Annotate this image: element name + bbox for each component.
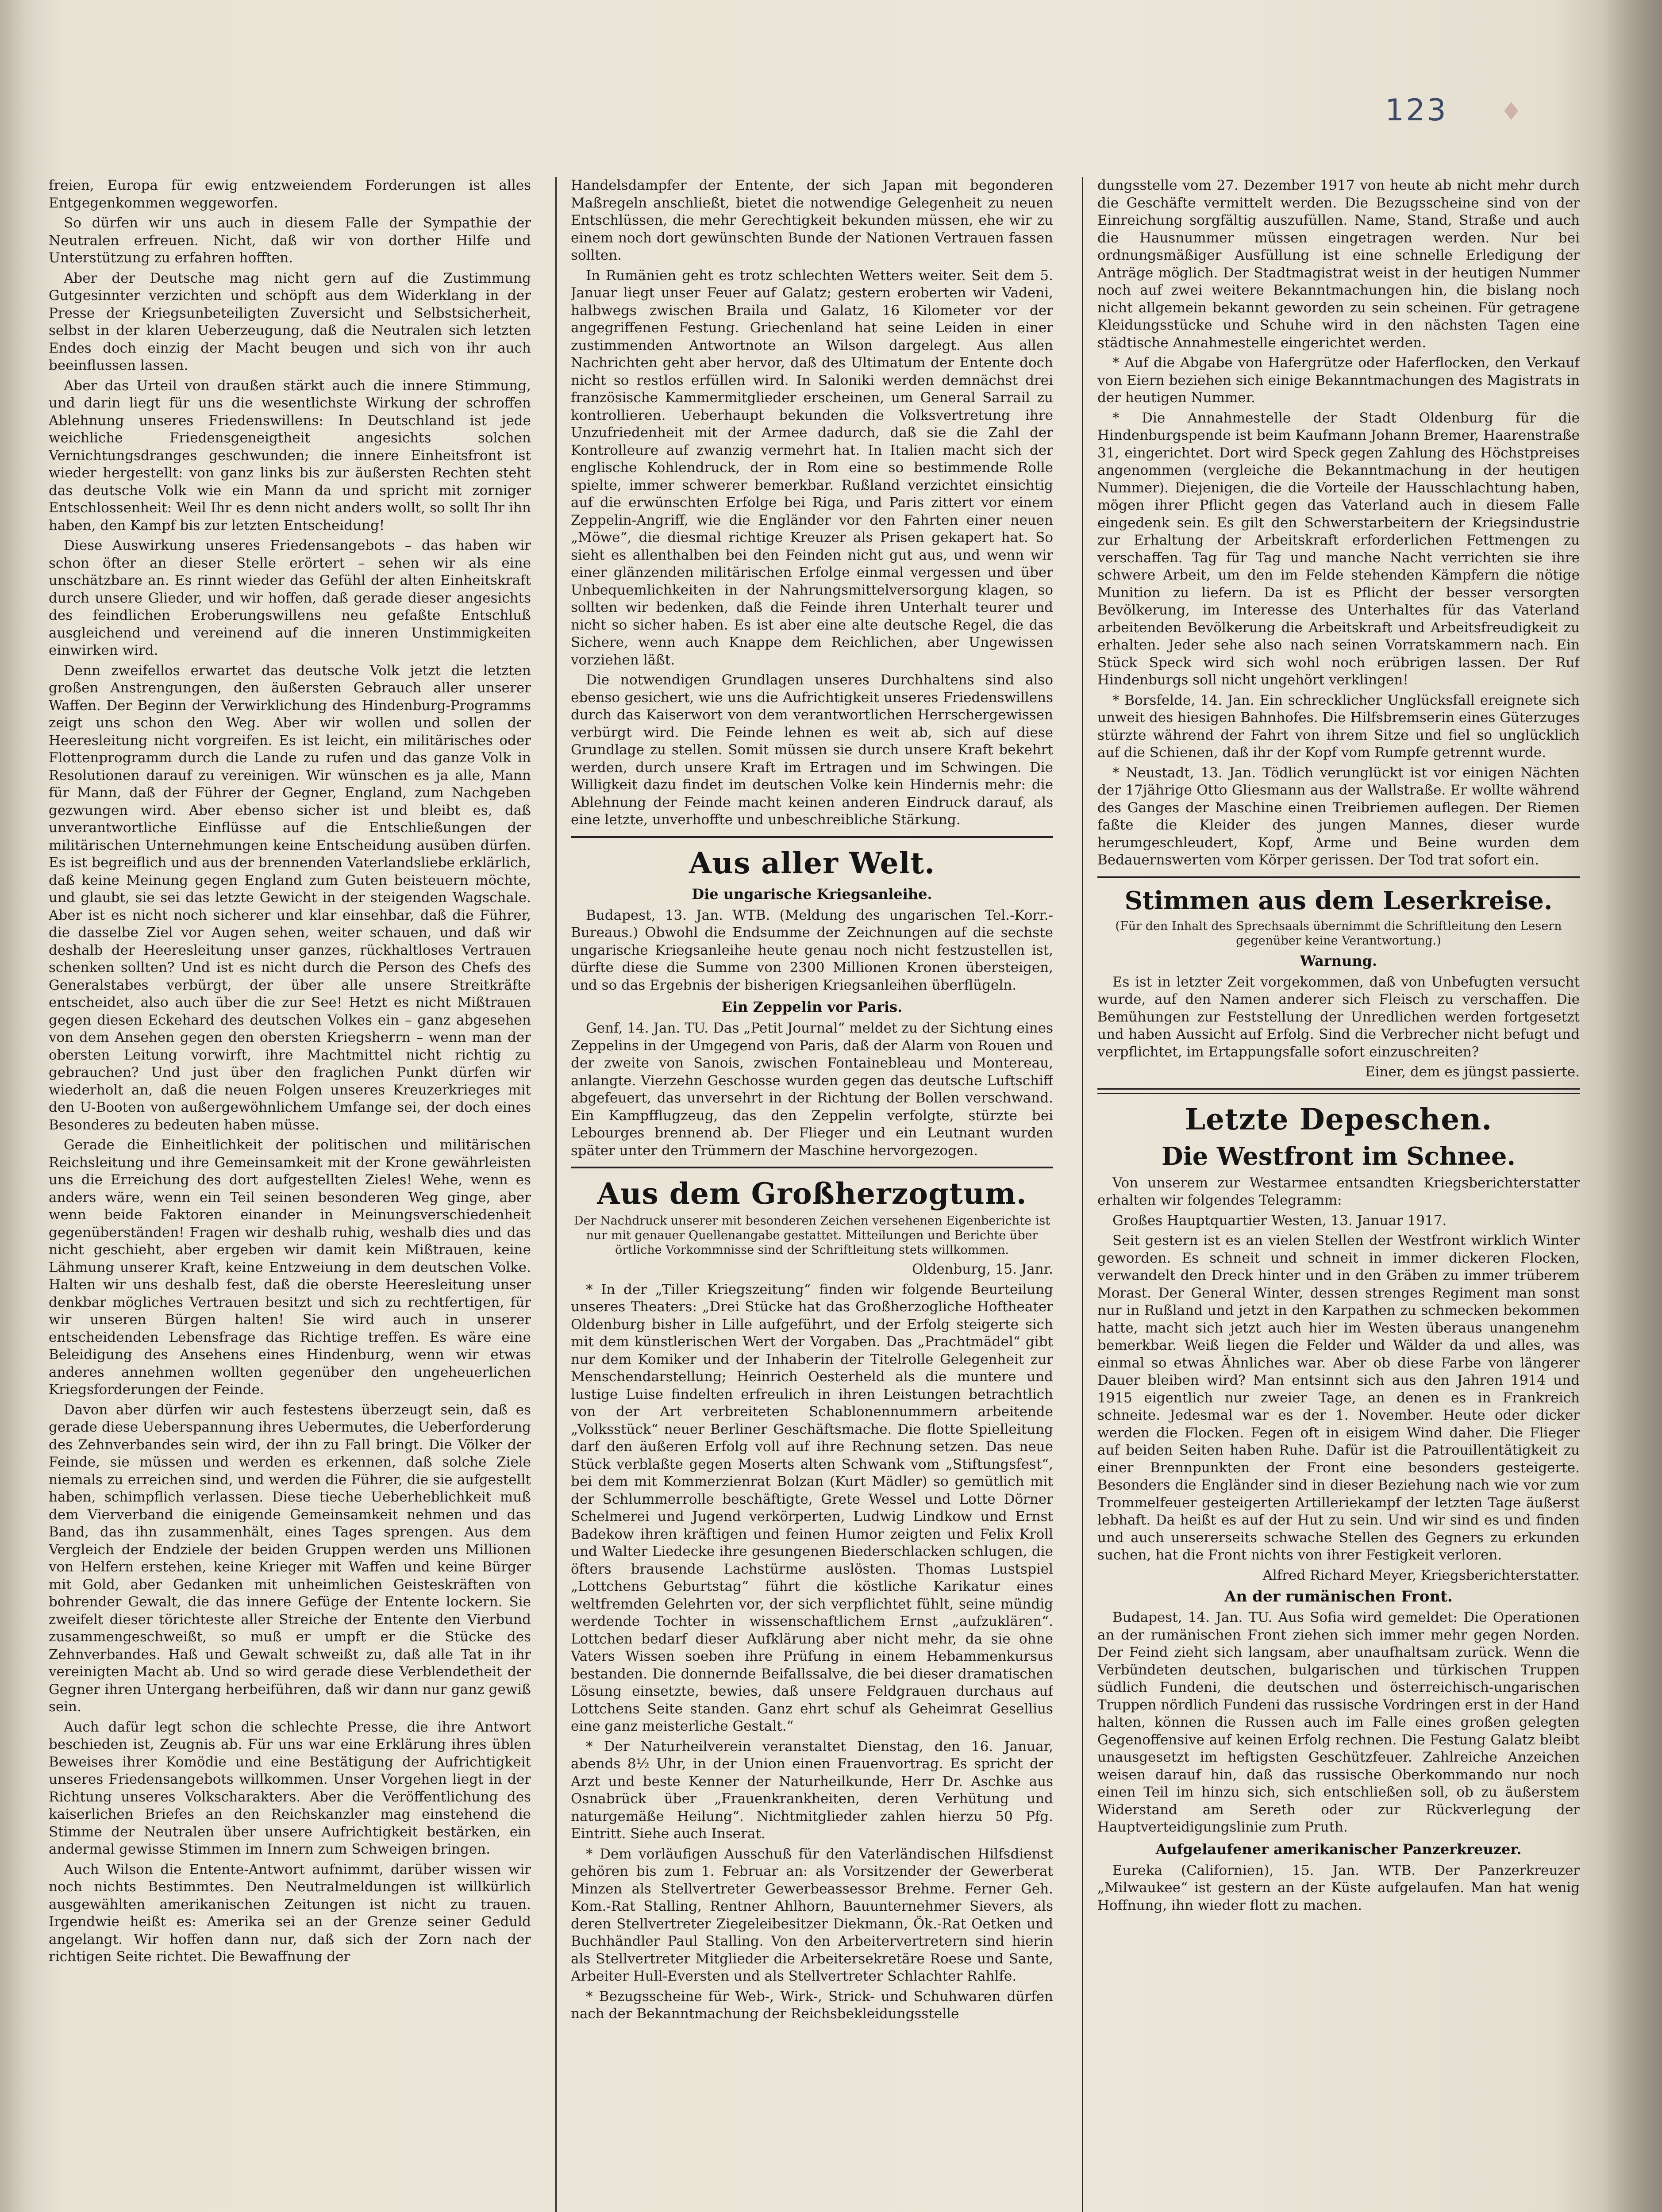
article-subheading: Aufgelaufener amerikanischer Panzerkreuzer. bbox=[1155, 1840, 1522, 1858]
paragraph: Seit gestern ist es an vielen Stellen der Westfront wirklich Winter geworden. Es schneit und schneit in immer dickeren Flocken, verwandelt den Dreck hinter und in den Gräben zu immer trüberem Morast. Der General Winter, dessen strenges Regiment man sonst nur in Rußland und jetzt in den Karpathen zu schmecken bekommen hatte, macht sich jetzt auch hier im Westen überaus unangenehm bemerkbar. Weiß liegen die Felder und Wälder da und alles, was einmal so etwas Ähnliches war. Aber ob diese Farbe von längerer Dauer bleiben wird? Man entsinnt sich aus den Jahren 1914 und 1915 eigentlich nur zweier Tage, an denen es in Frankreich schneite. Jedesmal war es der 1. November. Heute oder dicker werden die Flocken. Fegen oft in eisigem Wind daher. Die Flieger auf beiden Seiten haben Ruhe. Dafür ist die Patrouillentätigkeit zu einer Brennpunkten der Front eine besonders gesteigerte. Besonders die Engländer sind in dieser Beziehung nach wie vor zum Trommelfeuer gesteigerten Artilleriekampf der letzten Tage äußerst lebhaft. Da heißt es auf der Hut zu sein. Und wir sind es und finden und auch unsererseits schwache Stellen des Gegners zu erkunden suchen, hat die Front nichts von ihrer Festigkeit verloren. bbox=[1097, 1233, 1580, 1563]
paragraph: * In der „Tiller Kriegszeitung“ finden wir folgende Beurteilung unseres Theaters: „Drei Stücke hat das Großherzogliche Hoftheater Oldenburg bisher in Lille aufgeführt, und der Erfolg steigerte sich mit dem künstlerischen Wert der Vorgaben. Das „Prachtmädel“ gibt nur dem Komiker und der Inhaberin der Titelrolle Gelegenheit zur Menschendarstellung; Heinrich Oesterheld als die muntere und lustige Luise findelten erfreulich in ihren Leistungen betrachtlich von der Art verbreiteten Schablonennummern arbeitende „Volksstück“ neuer Berliner Geschäftsmache. Die flotte Spielleitung darf den äußeren Erfolg voll auf ihre Rechnung setzen. Das neue Stück verblaßte gegen Moserts alten Schwank vom „Stiftungsfest“, bei dem mit Kommerzienrat Bolzan (Kurt Mädler) so gemütlich mit der Schlummerrolle beschäftigte, Grete Wessel und Lotte Dörner Schelmerei und Jugend verkörperten, Ludwig Lindkow und Ernst Badekow ihren kräftigen und feinen Humor zeigten und Felix Kroll und Walter Liedecke ihre gesungenen Biederschlacken schlugen, die öfters brausende Lachstürme auslösten. Thomas Lustspiel „Lottchens Geburtstag“ führt die köstliche Karikatur eines weltfremden Gelehrten vor, der sich verpflichtet fühlt, seine mündig werdende Tochter in wissenschaftlichem Ernst „aufzuklären“. Lottchen bedarf dieser Aufklärung aber nicht mehr, da sie ohne Vaters Wissen soeben ihre Prüfung in einem Hebammenkursus bestanden. Die donnernde Beifallssalve, die bei dieser dramatischen Lösung einsetzte, bewies, daß unsere Feldgrauen durchaus auf Lottchens Seite standen. Ganz ehrt schuf als Geheimrat Gesellius eine ganz meisterliche Gestalt.“ bbox=[571, 1281, 1053, 1734]
paragraph: Gerade die Einheitlichkeit der politischen und militärischen Reichsleitung und ihre Gemeinsamkeit mit der Krone gewährleisten uns die Erreichung des dort aufgestellten Zieles! Wehe, wenn es anders wäre, wenn ein Teil seinen besonderen Weg ginge, aber wenn beide Faktoren einander in Meinungsverschiedenheit gegenüberständen! Fragen wir deshalb ruhig, weshalb dies und das nicht geschieht, aber ergeben wir damit kein Mißtrauen, keine Lähmung unserer Kraft, keine Entzweiung in dem deutschen Volke. Halten wir uns deshalb fest, daß die oberste Heeresleitung unser denkbar mögliches Vertrauen besitzt und sich zu rechtfertigen, für wir unseren Bürgen halten! Sie wird auch in unserer entscheidenden Lebensfrage das Richtige treffen. Es wäre eine Beleidigung des Ansehens eines Hindenburg, wenn wir etwas anderes annehmen wollten gegenüber den ungeheuerlichen Kriegsforderungen der Feinde. bbox=[49, 1137, 531, 1398]
paragraph: * Dem vorläufigen Ausschuß für den Vaterländischen Hilfsdienst gehören bis zum 1. Februar an: als Vorsitzender der Gewerberat Minzen als Stellvertreter Gewerbeassessor Brehme. Ferner Geh. Kom.-Rat Stalling, Rentner Ahlhorn, Bauunternehmer Sievers, als deren Stellvertreter Ziegeleibesitzer Diekmann, Ök.-Rat Oetken und Buchhändler Paul Stalling. Von den Arbeitervertretern sind hierin als Stellvertreter Mitglieder die Arbeitersekretäre Roese und Sante, Arbeiter Hull-Eversten und als Stellvertreter Schlachter Rahlfe. bbox=[571, 1846, 1053, 1984]
article-subheading: Warnung. bbox=[1300, 952, 1377, 969]
paragraph: * Die Annahmestelle der Stadt Oldenburg für die Hindenburgspende ist beim Kaufmann Johann Bremer, Haarenstraße 31, eingerichtet. Dort wird Speck gegen Zahlung des Höchstpreises angenommen (vergleiche die Bekanntmachung in der heutigen Nummer). Diejenigen, die die Vorteile der Hausschlachtung haben, mögen ihrer Pflicht gegen das Vaterland auch in diesem Falle eingedenk sein. Es gilt den Schwerstarbeitern der Kriegsindustrie zur Erhaltung der Arbeitskraft erforderlichen Fettmengen zu verschaffen. Tag für Tag und manche Nacht verrichten sie ihre schwere Arbeit, um den im Felde stehenden Kämpfern die nötige Munition zu liefern. Da ist es Pflicht der besser versorgten Bevölkerung, im Interesse des Unterhaltes für das Vaterland arbeitenden Bevölkerung die Arbeitskraft und Arbeitsfreudigkeit zu erhalten. Jeder sehe also nach seinen Vorratskammern nach. Ein Stück Speck wird sich wohl noch erübrigen lassen. Der Ruf Hindenburgs soll nicht ungehört verklingen! bbox=[1097, 410, 1580, 688]
section-title-stimmen: Stimmen aus dem Leserkreise. bbox=[1124, 886, 1553, 915]
section-title-aus-aller-welt: Aus aller Welt. bbox=[689, 845, 935, 880]
ink-stamp-mark: ♦ bbox=[1500, 97, 1523, 126]
paragraph: * Der Naturheilverein veranstaltet Dienstag, den 16. Januar, abends 8½ Uhr, in der Union einen Frauenvortrag. Es spricht der Arzt und beste Kenner der Naturheilkunde, Herr Dr. Aschke aus Osnabrück über „Frauenkrankheiten, deren Verhütung und naturgemäße Heilung“. Nichtmitglieder zahlen hierzu 50 Pfg. Eintritt. Siehe auch Inserat. bbox=[571, 1738, 1053, 1842]
signature: Einer, dem es jüngst passierte. bbox=[1365, 1064, 1580, 1080]
dateline: Großes Hauptquartier Westen, 13. Januar 1917. bbox=[1112, 1212, 1447, 1229]
paragraph: Aber das Urteil von draußen stärkt auch die innere Stimmung, und darin liegt für uns die wesentlichste Wirkung der schroffen Ablehnung unseres Friedenswillens: In Deutschland ist jede weichliche Friedensgeneigtheit angesichts solchen Vernichtungsdranges geschwunden; die innere Einheitsfront ist wieder hergestellt: von ganz links bis zur äußersten Rechten steht das deutsche Volk wie ein Mann da und spricht mit zorniger Entschlossenheit: Weil Ihr es denn nicht anders wollt, so sollt Ihr ihn haben, den Kampf bis zur letzten Entscheidung! bbox=[49, 377, 531, 534]
column-rule-2 bbox=[1082, 177, 1083, 2212]
dateline: Oldenburg, 15. Janr. bbox=[912, 1261, 1053, 1277]
paragraph: * Borsfelde, 14. Jan. Ein schrecklicher Unglücksfall ereignete sich unweit des hiesigen Bahnhofes. Die Hilfsbremserin eines Güterzuges stürzte während der Fahrt von ihrem Sitze und fiel so unglücklich auf die Schienen, daß ihr der Kopf vom Rumpfe getrennt wurde. bbox=[1097, 692, 1580, 760]
section-divider bbox=[571, 836, 1053, 838]
paragraph: * Auf die Abgabe von Hafergrütze oder Haferflocken, den Verkauf von Eiern beziehen sich einige Bekanntmachungen des Magistrats in der heutigen Nummer. bbox=[1097, 355, 1580, 406]
article-subheading: An der rumänischen Front. bbox=[1224, 1588, 1453, 1605]
paragraph: So dürfen wir uns auch in diesem Falle der Sympathie der Neutralen erfreuen. Nicht, daß wir von dorther Hilfe und Unterstützung zu erfahren hofften. bbox=[49, 215, 531, 266]
column-2 bbox=[571, 177, 1053, 2212]
paragraph: Handelsdampfer der Entente, der sich Japan mit begonderen Maßregeln anschließt, bietet die notwendige Gelegenheit zu neuen Entschlüssen, die mehr Gerechtigkeit bekunden müssen, ehe wir zu einem noch dort gewünschten Bunde der Nationen Vertrauen fassen sollten. bbox=[571, 177, 1053, 263]
article-headline: Die Westfront im Schnee. bbox=[1161, 1141, 1516, 1171]
signature: Alfred Richard Meyer, Kriegsberichterstatter. bbox=[1262, 1567, 1580, 1583]
paragraph: Davon aber dürfen wir auch festestens überzeugt sein, daß es gerade diese Ueberspannung ihres Uebermutes, die Ueberforderung des Zehnverbandes sein wird, der ihn zu Fall bringt. Die Völker der Feinde, sie müssen und werden es erkennen, daß solche Ziele niemals zu erreichen sind, und werden die Führer, die sie aufgestellt haben, schimpflich verlassen. Diese tieche Ueberheblichkeit muß dem Vierverband die einigende Gemeinsamkeit nehmen und das Band, das ihn zusammenhält, eines Tages sprengen. Aus dem Vergleich der Endziele der beiden Gruppen werden uns Millionen von Helfern erstehen, keine Krieger mit Waffen und keine Bürger mit Gold, aber Gedanken mit unheimlichen Geisteskräften von bohrender Gewalt, die das innere Gefüge der Entente lockern. Sie zweifelt dieser törichteste aller Streiche der Entente den Vierbund zusammengeschweißt, so muß er umpft er die Stücke des Zehnverbandes. Haß und Gewalt schweißt zu, daß alle Tat in ihr vereinigten Macht ab. Und so wird gerade diese Verblendetheit der Gegner ihren Untergang herbeiführen, daß wir dann nur ganz gewiß sein. bbox=[49, 1402, 531, 1715]
reprint-note: Der Nachdruck unserer mit besonderen Zeichen versehenen Eigenberichte ist nur mit genauer Quellenangabe gestattet. Mitteilungen und Berichte über örtliche Vorkommnisse sind der Schriftleitung stets willkommen. bbox=[573, 1214, 1050, 1257]
paragraph: Es ist in letzter Zeit vorgekommen, daß von Unbefugten versucht wurde, auf den Namen anderer sich Fleisch zu verschaffen. Die Bemühungen zur Feststellung der Unredlichen werden fortgesetzt und haben Aussicht auf Erfolg. Sind die Verbrecher nicht befugt und verpflichtet, im Ertappungsfalle sofort einzuschreiten? bbox=[1097, 974, 1580, 1060]
section-divider bbox=[571, 1167, 1053, 1168]
paragraph: Auch Wilson die Entente-Antwort aufnimmt, darüber wissen wir noch nichts Bestimmtes. Den Neutralmeldungen ist willkürlich ausgewählten amerikanischen Zeitungen ist nicht zu trauen. Irgendwie heißt es: Amerika sei an der Grenze seiner Geduld angelangt. Wir hoffen dann nur, daß sich der Zorn nach der richtigen Seite richtet. Die Bewaffnung der bbox=[49, 1861, 531, 1965]
column-3 bbox=[1097, 177, 1580, 2212]
newspaper-page bbox=[35, 31, 1602, 2212]
paragraph: Denn zweifellos erwartet das deutsche Volk jetzt die letzten großen Anstrengungen, den äußersten Gebrauch aller unserer Waffen. Der Beginn der Verwirklichung des Hindenburg-Programms zeigt uns schon den Weg. Aber wir wollen und sollen der Heeresleitung nicht vorgreifen. Es ist leicht, ein militärisches oder Flottenprogramm durch die Lande zu rufen und das ganze Volk in Resolutionen darauf zu vereinigen. Wir wünschen es ja alle, Mann für Mann, daß der Führer der Gegner, England, zum Nachgeben gezwungen wird. Aber ebenso sicher ist und bleibt es, daß unverantwortliche Einflüsse auf die Entschließungen der militärischen Unternehmungen keine Entscheidung ausüben dürfen. Es ist begreiflich und aus der brennenden Vaterlandsliebe erklärlich, daß keine Meinung gegen England zum Guten beisteuern möchte, und glaubt, sie sei das letzte Gewicht in der steigenden Wagschale. Aber ist es nicht noch sicherer und klar einsehbar, daß die Führer, die dasselbe Ziel vor Augen sehen, weiter schauen, und daß wir deshalb der Heeresleitung unser ganzes, rückhaltloses Vertrauen schenken sollten? Und ist es nicht durch die Person des Chefs des Generalstabes verbürgt, der über alle unsere Streitkräfte entscheidet, also auch über die zur See! Hetzt es nicht Mißtrauen gegen diesen Eckehard des deutschen Volkes ein – ganz abgesehen von dem Ansehen gegen den obersten Kriegsherrn – wenn man der obersten Leitung vorwirft, ihre Machtmittel nicht richtig zu gebrauchen? Und just über den fraglichen Punkt dürfen wir wiederholt an, daß die neuen Folgen unseres Kreuzerkrieges mit den U-Booten von außergewöhnlichem Umfange sei, der doch eines Besonderes zu bedeuten haben müsse. bbox=[49, 662, 531, 1133]
section-title-grossherzogtum: Aus dem Großherzogtum. bbox=[597, 1176, 1027, 1211]
disclaimer-note: (Für den Inhalt des Sprechsaals übernimmt die Schriftleitung den Lesern gegenüber keine Verantwortung.) bbox=[1115, 919, 1562, 948]
column-1 bbox=[49, 177, 531, 2212]
paragraph: In Rumänien geht es trotz schlechten Wetters weiter. Seit dem 5. Januar liegt unser Feuer auf Galatz; gestern eroberten wir Vadeni, halbwegs zwischen Braila und Galatz, 16 Kilometer vor der angegriffenen Festung. Griechenland hat seine Leiden in einer zustimmenden Antwortnote an Wilson dargelegt. Aus allen Nachrichten geht aber hervor, daß des Ultimatum der Entente doch nicht so restlos erfüllen wird. In Saloniki werden demnächst drei französische Kammermitglieder erscheinen, um General Sarrail zu kontrollieren. Ueberhaupt bekunden die Volksvertretung ihre Unzufriedenheit mit der Armee dadurch, daß sie die Zahl der Kontrolleure auf zwanzig vermehrt hat. In Italien macht sich der englische Kohlendruck, der in Rom eine so bestimmende Rolle spielte, immer schwerer bemerkbar. Rußland verzichtet einsichtig auf die erwünschten Erfolge bei Riga, und Paris zittert vor einem Zeppelin-Angriff, wie die Engländer vor den Fahrten einer neuen „Möwe“, die diesmal richtige Kreuzer als Prisen gekapert hat. So sieht es allenthalben bei den Feinden nicht gut aus, und wenn wir einer glänzenden militärischen Erfolge einmal vergessen und über Unbequemlichkeiten in der Nahrungsmittelversorgung klagen, so sollten wir bedenken, daß die Feinde ihren Unterhalt teurer und nicht so sicher haben. Es ist aber eine alte deutsche Regel, die das Sichere, wenn auch Knappe dem Reichlichen, aber Ungewissen vorziehen läßt. bbox=[571, 267, 1053, 668]
paragraph: Aber der Deutsche mag nicht gern auf die Zustimmung Gutgesinnter verzichten und schöpft aus dem Widerklang in der Presse der Kriegsunbeteiligten Zuversicht und Selbstsicherheit, selbst in der klaren Ueberzeugung, daß die Neutralen sich letzten Endes doch einzig der Macht beugen und sich von ihr auch beeinflussen lassen. bbox=[49, 270, 531, 373]
paragraph: dungsstelle vom 27. Dezember 1917 von heute ab nicht mehr durch die Geschäfte vermittelt werden. Die Bezugsscheine sind von der Einreichung sorgfältig auszufüllen. Name, Stand, Straße und auch die Hausnummer müssen eingetragen werden. Nur bei ordnungsmäßiger Ausfüllung ist eine schnelle Erledigung der Anträge möglich. Der Stadtmagistrat weist in der heutigen Nummer noch auf zwei weitere Bekanntmachungen hin, die bislang noch nicht allgemein bekannt geworden zu sein scheinen. Für getragene Kleidungsstücke und Schuhe wird in den nächsten Tagen eine städtische Annahmestelle eingerichtet werden. bbox=[1097, 177, 1580, 351]
section-divider-double bbox=[1097, 1088, 1580, 1094]
paragraph: freien, Europa für ewig entzweiendem Forderungen ist alles Entgegenkommen weggeworfen. bbox=[49, 177, 531, 211]
paragraph: Budapest, 14. Jan. TU. Aus Sofia wird gemeldet: Die Operationen an der rumänischen Front ziehen sich immer mehr gegen Norden. Der Feind zieht sich langsam, aber unaufhaltsam zurück. Wenn die Verbündeten deutschen, bulgarischen und türkischen Truppen südlich Fundeni, die deutschen und österreichisch-ungarischen Truppen nördlich Fundeni das russische Vordringen erst in der Hand halten, können die Russen auch im Falle eines großen gelegten Gegenoffensive auf keinen Erfolg rechnen. Die Festung Galatz bleibt unausgesetzt im heftigsten Geschützfeuer. Zahlreiche Anzeichen weisen darauf hin, daß das russische Oberkommando nur noch einen Teil im hinzu sich, sich entschließen soll, ob zu äußerstem Widerstand am Sereth oder zur Rückverlegung der Hauptverteidigungslinie zum Pruth. bbox=[1097, 1609, 1580, 1835]
paragraph: Diese Auswirkung unseres Friedensangebots – das haben wir schon öfter an dieser Stelle erörtert – sehen wir als eine unschätzbare an. Es rinnt wieder das Gefühl der alten Einheitskraft durch unsere Glieder, und wir hoffen, daß gerade dieser angesichts des feindlichen Eroberungswillens neu gefaßte Entschluß ausgleichend und vereinend auf die inneren Unstimmigkeiten einwirken wird. bbox=[49, 538, 531, 658]
section-divider bbox=[1097, 876, 1580, 878]
paragraph: Genf, 14. Jan. TU. Das „Petit Journal“ meldet zu der Sichtung eines Zeppelins in der Umgegend von Paris, daß der Alarm von Rouen und der zweite von Sanois, zwischen Fontainebleau und Montereau, anlangte. Vierzehn Geschosse wurden gegen das deutsche Luftschiff abgefeuert, das unversehrt in der Richtung der Bollen verschwand. Ein Kampfflugzeug, das den Zeppelin verfolgte, stürzte bei Lebourges brennend ab. Der Flieger und ein Leutnant wurden später unter den Trümmern der Maschine hervorgezogen. bbox=[571, 1020, 1053, 1159]
column-rule-1 bbox=[555, 177, 557, 2212]
section-title-depeschen: Letzte Depeschen. bbox=[1185, 1102, 1493, 1137]
paragraph: Eureka (Californien), 15. Jan. WTB. Der Panzerkreuzer „Milwaukee“ ist gestern an der Küste aufgelaufen. Man hat wenig Hoffnung, ihn wieder flott zu machen. bbox=[1097, 1862, 1580, 1913]
paragraph: * Bezugsscheine für Web-, Wirk-, Strick- und Schuhwaren dürfen nach der Bekanntmachung der Reichsbekleidungsstelle bbox=[571, 1988, 1053, 2022]
article-subheading: Die ungarische Kriegsanleihe. bbox=[692, 885, 932, 902]
article-subheading: Ein Zeppelin vor Paris. bbox=[721, 998, 903, 1015]
paragraph: Auch dafür legt schon die schlechte Presse, die ihre Antwort beschieden ist, Zeugnis ab. Für uns war eine Erklärung ihres üblen Beweises ihrer Komödie und eine Bestätigung der Aufrichtigkeit unseres Friedensangebots willkommen. Unser Vorgehen liegt in der Richtung unseres Volkscharakters. Aber die Veröffentlichung des kaiserlichen Briefes an den Reichskanzler mag einstehend die Stimme der Neutralen über unsere Aufrichtigkeit bestärken, ein andermal gewisse Stimmen im Innern zum Schweigen bringen. bbox=[49, 1719, 531, 1857]
page-number: 123 bbox=[1385, 93, 1448, 128]
paragraph: Die notwendigen Grundlagen unseres Durchhaltens sind also ebenso gesichert, wie uns die Aufrichtigkeit unseres Friedenswillens durch das Kaiserwort von dem verantwortlichen Herrschergewissen verbürgt wird. Die Feinde lehnen es weit ab, sich auf diese Grundlage zu stellen. Somit müssen sie durch unsere Kraft bekehrt werden, durch unsere Kraft im Ertragen und im Schwingen. Die Willigkeit dazu findet im deutschen Volke kein Hindernis mehr: die Ablehnung der Feinde macht keinen anderen Eindruck darauf, als eine letzte, unverhoffte und unbeschreibliche Stärkung. bbox=[571, 672, 1053, 828]
paragraph: Budapest, 13. Jan. WTB. (Meldung des ungarischen Tel.-Korr.-Bureaus.) Obwohl die Endsumme der Zeichnungen auf die sechste ungarische Kriegsanleihe heute genau noch nicht festzustellen ist, dürfte diese die Summe von 2300 Millionen Kronen übersteigen, und so das Ergebnis der bisherigen Kriegsanleihen überflügeln. bbox=[571, 907, 1053, 993]
paragraph: * Neustadt, 13. Jan. Tödlich verunglückt ist vor einigen Nächten der 17jährige Otto Gliesmann aus der Wallstraße. Er wollte während des Ganges der Maschine einen Treibriemen auflegen. Der Riemen faßte die Kleider des jungen Mannes, dieser wurde herumgeschleudert, Kopf, Arme und Beine wurden dem Bedauernswerten vom Körper gerissen. Der Tod trat sofort ein. bbox=[1097, 764, 1580, 868]
paragraph: Von unserem zur Westarmee entsandten Kriegsberichterstatter erhalten wir folgendes Telegramm: bbox=[1097, 1175, 1580, 1208]
